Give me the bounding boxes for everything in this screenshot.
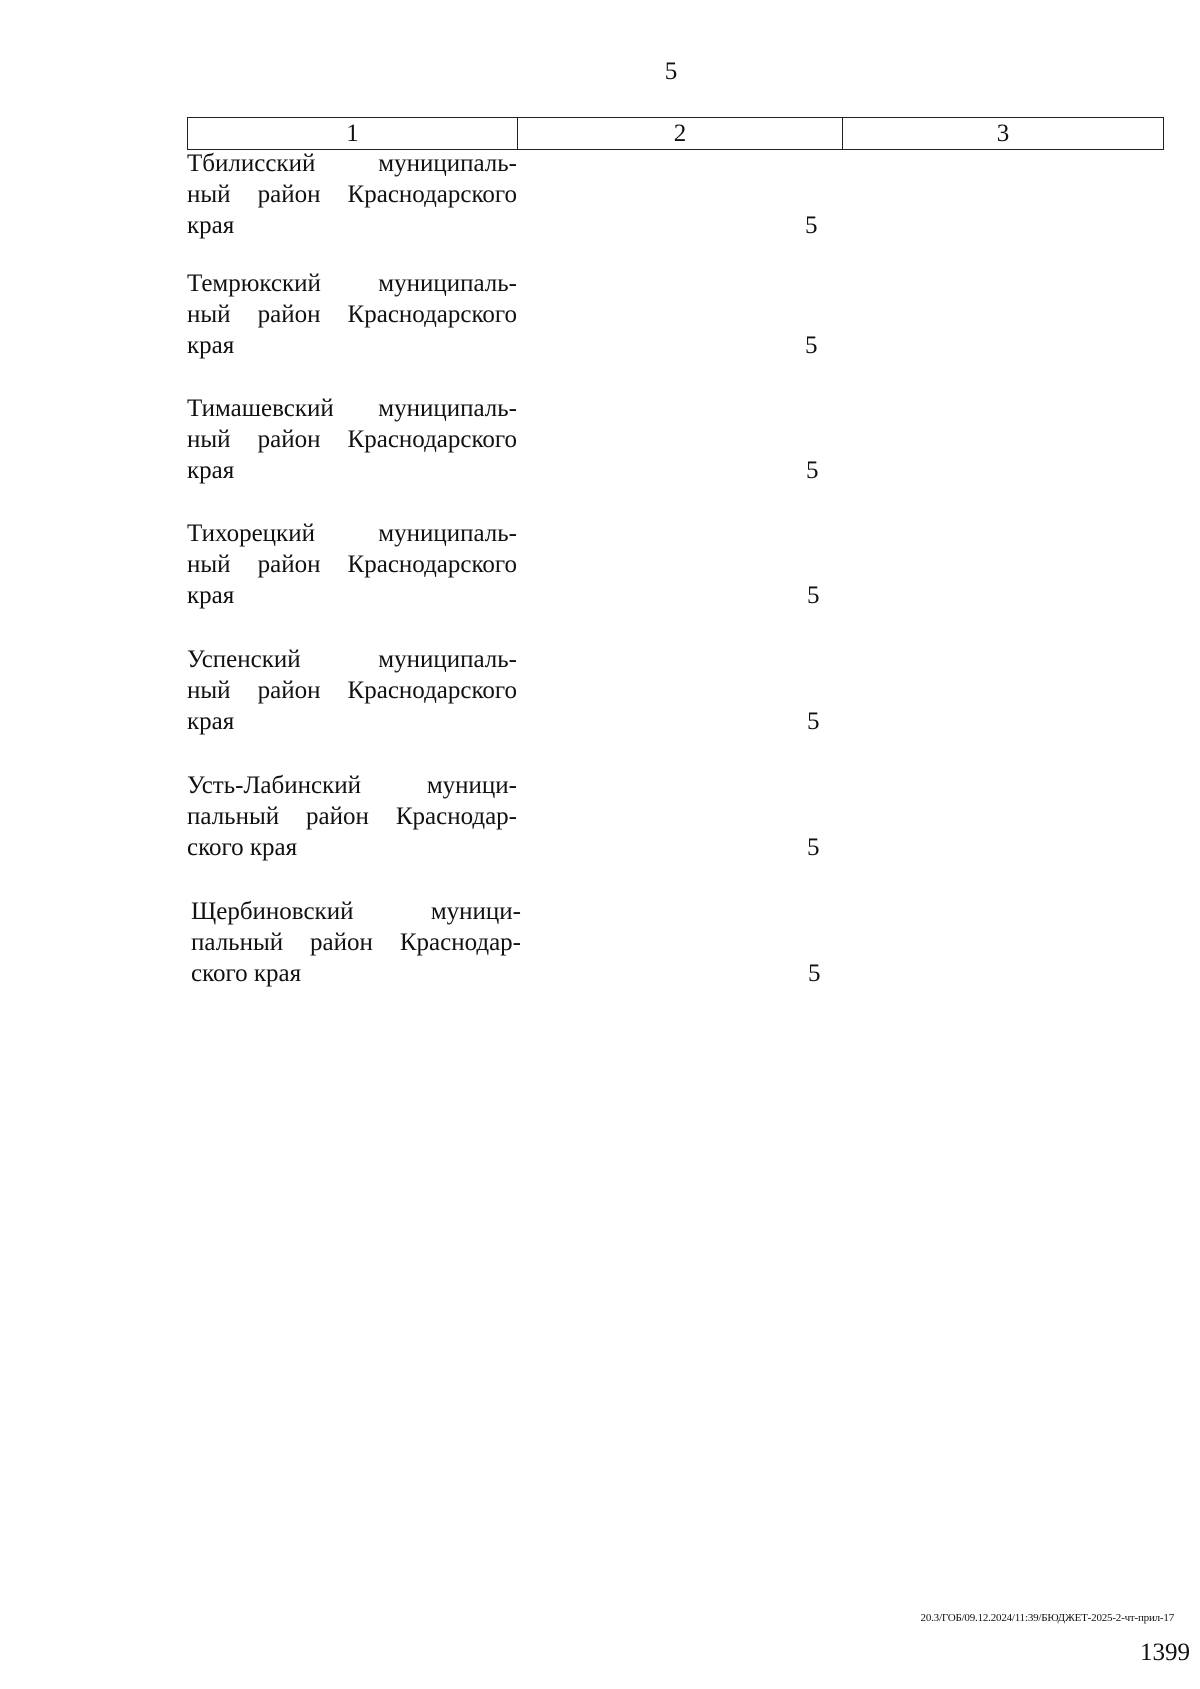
row-value: 5 — [807, 708, 820, 735]
name-line: Тбилисский муниципаль- — [187, 150, 517, 177]
row-value: 5 — [805, 332, 818, 359]
name-line: края — [187, 708, 235, 735]
name-line: пальный район Краснодар- — [191, 929, 521, 956]
table-row — [187, 148, 1164, 248]
table-header-row — [187, 117, 1164, 150]
row-value: 5 — [806, 457, 819, 484]
table-row — [187, 644, 1164, 744]
page-number — [0, 58, 1200, 86]
municipality-name — [187, 393, 517, 486]
name-line: Темрюкский муниципаль- — [187, 270, 517, 297]
header-col-3: 3 — [996, 120, 1010, 147]
header-col-2: 2 — [518, 118, 843, 149]
name-line: Тимашевский муниципаль- — [187, 395, 517, 422]
name-line: края — [187, 582, 235, 609]
name-line: ный район Краснодарского — [187, 181, 517, 208]
row-value: 5 — [805, 212, 818, 239]
municipality-name — [191, 896, 521, 989]
table-row — [187, 268, 1164, 368]
sheet-number: 1399 — [1140, 1639, 1190, 1666]
municipality-name — [187, 644, 517, 737]
header-col-1: 1 — [188, 118, 518, 149]
name-line: ского края — [187, 834, 298, 861]
name-line: ный район Краснодарского — [187, 551, 517, 578]
document-code: 20.3/ГОБ/09.12.2024/11:39/БЮДЖЕТ-2025-2-чт-прил-17 — [920, 1612, 1174, 1624]
table-row — [187, 518, 1164, 618]
name-line: ный район Краснодарского — [187, 426, 517, 453]
name-line: ный район Краснодарского — [187, 301, 517, 328]
name-line: края — [187, 332, 235, 359]
row-value: 5 — [807, 582, 820, 609]
municipality-name — [187, 518, 517, 611]
table-row — [187, 770, 1164, 870]
name-line: Усть-Лабинский муници- — [187, 772, 517, 799]
name-line: пальный район Краснодар- — [187, 803, 517, 830]
name-line: края — [187, 457, 235, 484]
table-row — [187, 393, 1164, 493]
name-line: Тихорецкий муниципаль- — [187, 520, 517, 547]
row-value: 5 — [808, 960, 821, 987]
name-line: края — [187, 212, 235, 239]
municipality-name — [187, 770, 517, 863]
name-line: ского края — [191, 960, 302, 987]
name-line: Щербиновский муници- — [191, 898, 521, 925]
name-line: ный район Краснодарского — [187, 677, 517, 704]
municipality-name — [187, 148, 517, 241]
page-number-text: 5 — [664, 58, 678, 85]
table-row — [187, 896, 1164, 996]
name-line: Успенский муниципаль- — [187, 646, 517, 673]
row-value: 5 — [807, 834, 820, 861]
municipality-name — [187, 268, 517, 361]
allocation-table — [187, 117, 1164, 987]
